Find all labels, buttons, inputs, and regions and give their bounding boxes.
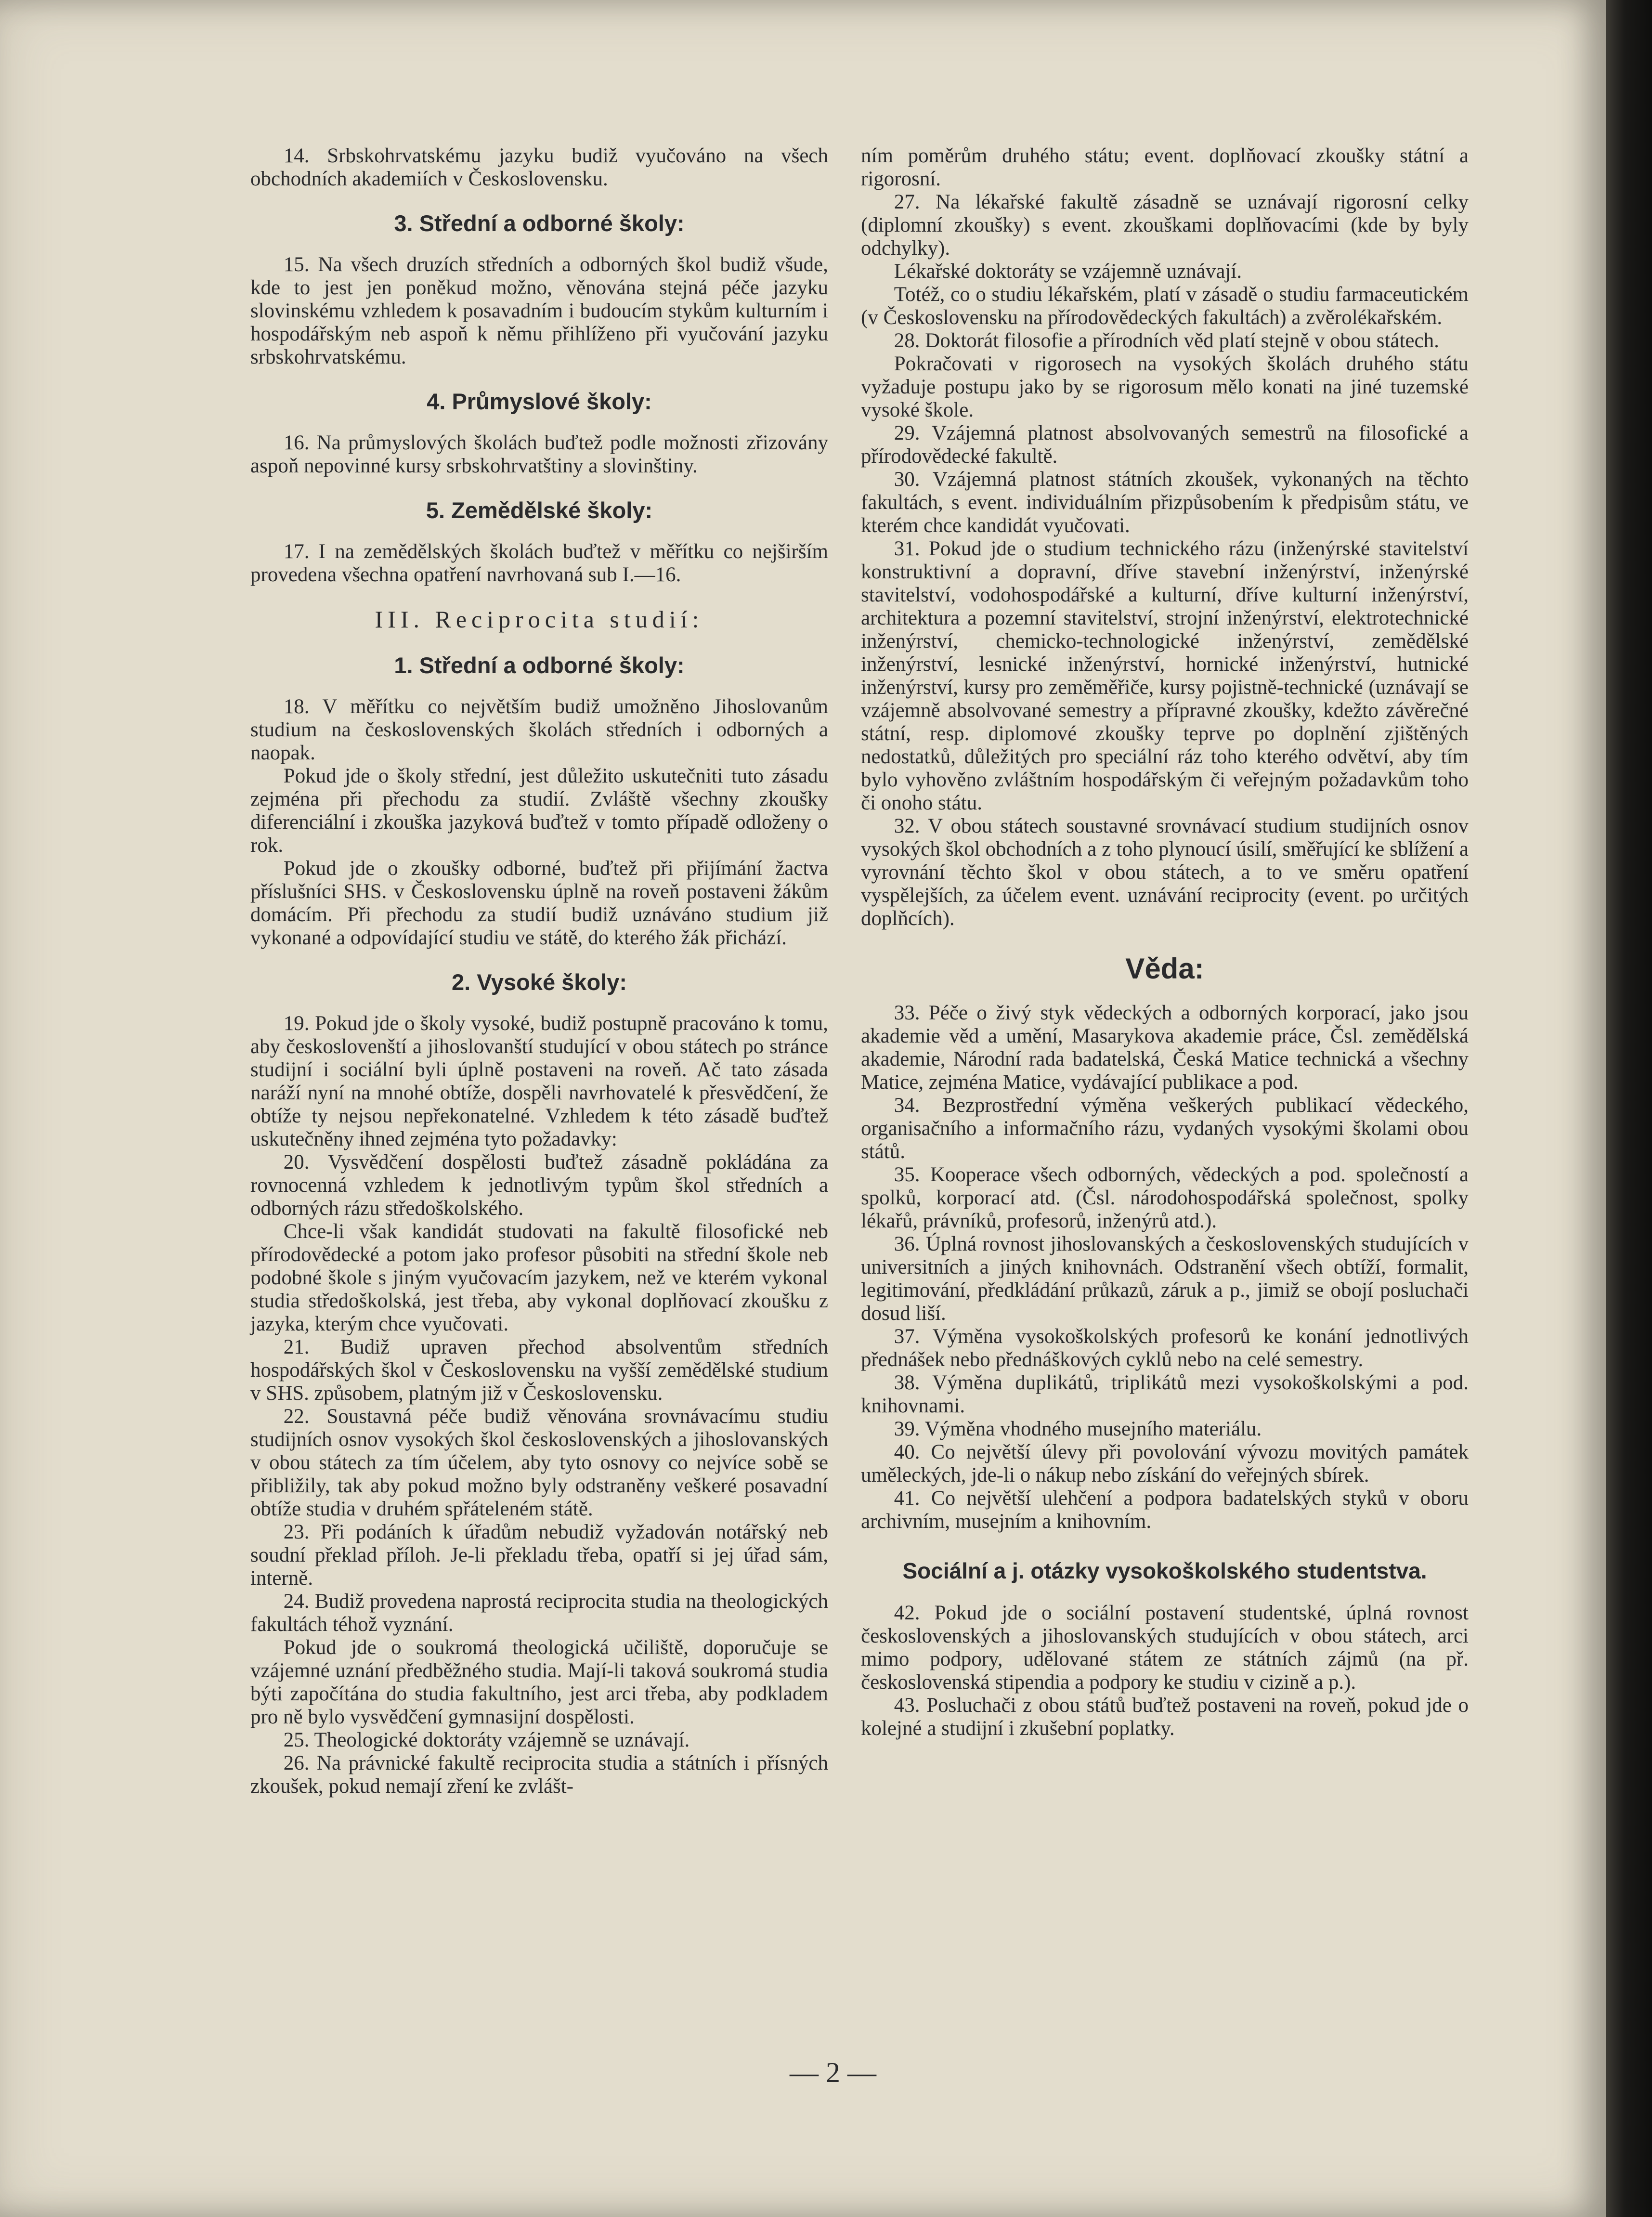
section-heading: 2. Vysoké školy: (451, 969, 627, 995)
paragraph: 35. Kooperace všech odborných, vědeckých a pod. společností a spolků, korporací atd. (Čsl. národohospodářská společnost, spolky lékařů, právníků, profesorů, inženýrů atd.). (861, 1163, 1469, 1232)
section-heading: III. Reciprocita studií: (375, 606, 704, 633)
paragraph: Pokud jde o soukromá theologická učiliště, doporučuje se vzájemné uznání předběžného studia. Mají-li taková soukromá studia býti započítána do studia fakultního, jest arci třeba, aby podkladem pro ně bylo vysvědčení gymnasijní dospělosti. (250, 1636, 828, 1728)
paragraph: Lékařské doktoráty se vzájemně uznávají. (894, 260, 1242, 283)
paragraph: 30. Vzájemná platnost státních zkoušek, vykonaných na těchto fakultách, s event. individuálním přizpůsobením k předpisům státu, ve kterém chce kandidát vyučovati. (861, 468, 1469, 537)
paragraph: Totéž, co o studiu lékařském, platí v zásadě o studiu farmaceutickém (v Československu na přírodovědeckých fakultách) a zvěrolékařském. (861, 283, 1469, 329)
paragraph: 36. Úplná rovnost jihoslovanských a československých studujících v universitních a jiných knihovnách. Odstranění všech obtíží, formalit, legitimování, předkládání průkazů, záruk a p., jimiž se obojí posluchači dosud liší. (861, 1233, 1469, 1325)
paragraph: Pokud jde o školy střední, jest důležito uskutečniti tuto zásadu zejména při přechodu za studií. Zvláště všechny zkoušky diferenciální i zkouška jazyková buďtež v tomto případě odloženy o rok. (250, 765, 828, 857)
paragraph: 29. Vzájemná platnost absolvovaných semestrů na filosofické a přírodovědecké fakultě. (861, 422, 1469, 468)
paragraph: ním poměrům druhého státu; event. doplňovací zkoušky státní a rigorosní. (861, 144, 1469, 190)
right-column (861, 144, 1469, 1740)
paragraph: 16. Na průmyslových školách buďtež podle možnosti zřizovány aspoň nepovinné kursy srbskohrvatštiny a slovinštiny. (250, 431, 828, 477)
page-number: — 2 — (790, 2057, 876, 2088)
paragraph: 32. V obou státech soustavné srovnávací studium studijních osnov vysokých škol obchodních a z toho plynoucí úsilí, směřující ke sblížení a vyrovnání těchto škol v obou státech, a to ve směru opatření vyspělejších, za účelem event. uznávání reciprocity (event. po určitých doplňcích). (861, 815, 1469, 930)
paragraph: 20. Vysvědčení dospělosti buďtež zásadně pokládána za rovnocenná vzhledem k jednotlivým typům škol středních a odborných rázu středoškolského. (250, 1151, 828, 1220)
paragraph: 28. Doktorát filosofie a přírodních věd platí stejně v obou státech. (894, 329, 1439, 352)
section-heading: 3. Střední a odborné školy: (394, 210, 685, 236)
paragraph: 40. Co největší úlevy při povolování vývozu movitých památek uměleckých, jde-li o nákup nebo získání do veřejných sbírek. (861, 1441, 1469, 1487)
paragraph: 21. Budiž upraven přechod absolventům středních hospodářských škol v Československu na vyšší zemědělské studium v SHS. způsobem, platným již v Československu. (250, 1336, 828, 1405)
section-heading: 5. Zemědělské školy: (426, 497, 653, 523)
paragraph: 31. Pokud jde o studium technického rázu (inženýrské stavitelství konstruktivní a dopravní, dříve stavební inženýrství, inženýrské stavitelství, vodohospodářské a kulturní, dříve kulturní inženýrství, architektura a pozemní stavitelství, strojní inženýrství, elektrotechnické inženýrství, chemicko-technologické inženýrství, zemědělské inženýrství, lesnické inženýrství, hornické inženýrství, hutnické inženýrství, kursy pro zeměměřiče, kursy pojistně-technické (uznávají se vzájemně absolvované semestry a přípravné zkoušky, kdežto závěrečné státní, resp. diplomové zkoušky teprve po doplnění zjištěných nedostatků, důležitých pro speciální ráz toho kterého odvětví, aby tím bylo vyhověno zvláštním hospodářským či veřejným požadavkům toho či onoho státu. (861, 537, 1469, 814)
paragraph: 24. Budiž provedena naprostá reciprocita studia na theologických fakultách téhož vyznání. (250, 1590, 828, 1636)
section-heading: Sociální a j. otázky vysokoškolského studentstva. (902, 1558, 1427, 1583)
scan-edge (1606, 0, 1652, 2217)
paragraph: 17. I na zemědělských školách buďtež v měřítku co nejširším provedena všechna opatření navrhovaná sub I.—16. (250, 540, 828, 586)
left-column (250, 144, 828, 1798)
paragraph: 42. Pokud jde o sociální postavení studentské, úplná rovnost československých a jihoslovanských studujících v obou státech, arci mimo podpory, udělované státem ze státních zájmů (na př. československá stipendia a podpory ke studiu v cizině a p.). (861, 1602, 1469, 1694)
paragraph: 26. Na právnické fakultě reciprocita studia a státních i přísných zkoušek, pokud nemají zření ke zvlášt- (250, 1752, 828, 1798)
paragraph: Pokračovati v rigorosech na vysokých školách druhého státu vyžaduje postupu jako by se rigorosum mělo konati na jiné tuzemské vysoké škole. (861, 352, 1469, 421)
paragraph: 22. Soustavná péče budiž věnována srovnávacímu studiu studijních osnov vysokých škol československých a jihoslovanských v obou státech za tím účelem, aby tyto osnovy co nejvíce sobě se přibližily, tak aby pokud možno byly odstraněny veškeré posavadní obtíže studia v druhém spřáteleném státě. (250, 1405, 828, 1520)
paragraph: 43. Posluchači z obou států buďtež postaveni na roveň, pokud jde o kolejné a studijní i zkušební poplatky. (861, 1694, 1469, 1740)
paragraph: 14. Srbskohrvatskému jazyku budiž vyučováno na všech obchodních akademiích v Československu. (250, 144, 828, 190)
paragraph: 34. Bezprostřední výměna veškerých publikací vědeckého, organisačního a informačního rázu, vydaných vysokými školami obou států. (861, 1094, 1469, 1163)
paragraph: 38. Výměna duplikátů, triplikátů mezi vysokoškolskými a pod. knihovnami. (861, 1371, 1469, 1417)
paragraph: 37. Výměna vysokoškolských profesorů ke konání jednotlivých přednášek nebo přednáškových cyklů nebo na celé semestry. (861, 1325, 1469, 1371)
paragraph: 33. Péče o živý styk vědeckých a odborných korporací, jako jsou akademie věd a umění, Masarykova akademie práce, Čsl. zemědělská akademie, Národní rada badatelská, Česká Matice technická a všechny Matice, zejména Matice, vydávající publikace a pod. (861, 1002, 1469, 1094)
section-heading: 4. Průmyslové školy: (427, 389, 652, 414)
paragraph: 25. Theologické doktoráty vzájemně se uznávají. (283, 1729, 690, 1751)
paragraph: 19. Pokud jde o školy vysoké, budiž postupně pracováno k tomu, aby českoslovenští a jihoslovanští studující v obou státech po stránce studijní i sociální byli úplně postaveni na roveň. Ač tato zásada naráží nyní na mnohé obtíže, dospěli navrhovatelé k přesvědčení, že obtíže ty nejsou nepřekonatelné. Vzhledem k této zásadě buďtež uskutečněny ihned zejména tyto požadavky: (250, 1012, 828, 1150)
paragraph: 23. Při podáních k úřadům nebudiž vyžadován notářský neb soudní překlad příloh. Je-li překladu třeba, opatří si jej úřad sám, interně. (250, 1521, 828, 1590)
paragraph: 39. Výměna vhodného musejního materiálu. (894, 1418, 1262, 1440)
paragraph: 41. Co největší ulehčení a podpora badatelských styků v oboru archivním, musejním a knihovním. (861, 1487, 1469, 1533)
paragraph: 15. Na všech druzích středních a odborných škol budiž všude, kde to jest jen poněkud možno, věnována stejná péče jazyku slovinskému vzhledem k posavadním i budoucím stykům kulturním i hospodářským neb aspoň k němu přihlíženo při vyučování jazyku srbskohrvatskému. (250, 253, 828, 368)
paragraph: Chce-li však kandidát studovati na fakultě filosofické neb přírodovědecké a potom jako profesor působiti na střední škole neb podobné škole s jiným vyučovacím jazykem, než ve kterém vykonal studia středoškolská, jest třeba, aby vykonal doplňovací zkoušku z jazyka, kterým chce vyučovati. (250, 1220, 828, 1335)
paragraph: Pokud jde o zkoušky odborné, buďtež při přijímání žactva příslušníci SHS. v Československu úplně na roveň postaveni žákům domácím. Při přechodu za studií budiž uznáváno studium již vykonané a odpovídající studiu ve státě, do kterého žák přichází. (250, 857, 828, 949)
section-heading: 1. Střední a odborné školy: (394, 652, 685, 678)
paragraph: 27. Na lékařské fakultě zásadně se uznávají rigorosní celky (diplomní zkoušky) s event. zkouškami doplňovacími (kde by byly odchylky). (861, 191, 1469, 260)
section-heading: Věda: (1125, 952, 1204, 985)
paragraph: 18. V měřítku co největším budiž umožněno Jihoslovanům studium na československých školách středních i odborných a naopak. (250, 695, 828, 764)
